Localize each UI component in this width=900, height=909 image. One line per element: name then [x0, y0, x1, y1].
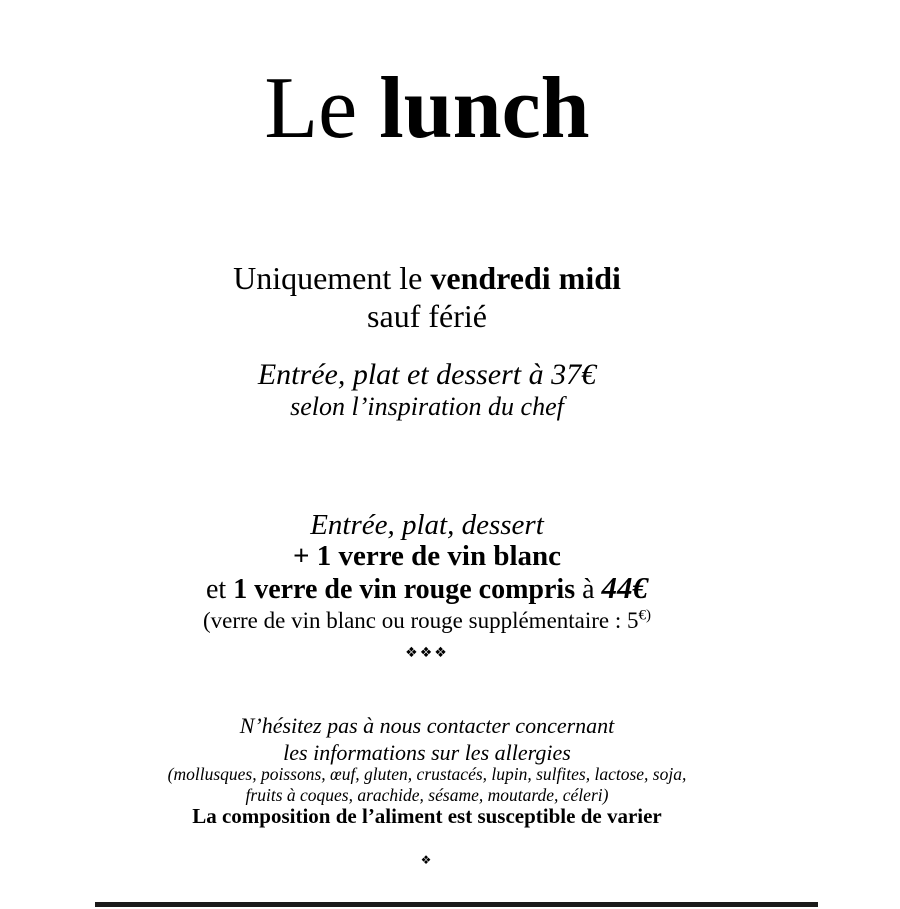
menu-37-section: [0, 358, 854, 422]
allergy-contact-line1: N’hésitez pas à nous contacter concernant: [239, 713, 615, 738]
menu-44-red-wine-price: [0, 572, 854, 606]
menu-44-line3-link: à: [575, 574, 602, 605]
menu-44-line3-bold: 1 verre de vin rouge compris: [233, 574, 576, 605]
menu-44-section: [0, 510, 854, 636]
menu-44-price: 44€: [601, 570, 649, 605]
single-diamond-ornament: ❖: [420, 853, 434, 867]
title-emphasis: lunch: [379, 60, 590, 157]
supplement-note-superscript: €): [638, 607, 652, 624]
allergens-line1: (mollusques, poissons, œuf, gluten, crustacés, lupin, sulfites, lactose, soja,: [167, 764, 687, 784]
menu-37-offer: Entrée, plat et dessert à 37€: [257, 358, 597, 391]
page-bottom-edge: [95, 902, 818, 907]
title-lead: Le: [264, 60, 380, 157]
menu-44-courses: Entrée, plat, dessert: [310, 509, 544, 541]
allergy-contact-line2: les informations sur les allergies: [283, 740, 571, 765]
availability-highlight: vendredi midi: [430, 260, 621, 296]
availability-line: [0, 259, 854, 297]
allergens-list: [0, 764, 854, 806]
triple-diamond-ornament: ❖❖❖: [405, 645, 449, 661]
composition-disclaimer: La composition de l’aliment est susceptible de varier: [192, 804, 662, 828]
page-title: [0, 60, 854, 157]
availability-prefix: Uniquement le: [233, 260, 431, 296]
availability-exception: sauf férié: [367, 298, 487, 334]
allergens-line2: fruits à coques, arachide, sésame, moutarde, céleri): [245, 785, 609, 805]
menu-44-white-wine: + 1 verre de vin blanc: [292, 540, 562, 572]
allergy-contact-section: [0, 712, 854, 766]
menu-37-detail: selon l’inspiration du chef: [290, 392, 564, 421]
menu-44-line3-prefix: et: [205, 574, 234, 605]
menu-44-supplement-note: [0, 606, 854, 636]
supplement-note-text: (verre de vin blanc ou rouge supplémentaire : 5: [202, 608, 639, 633]
availability-section: [0, 259, 854, 335]
